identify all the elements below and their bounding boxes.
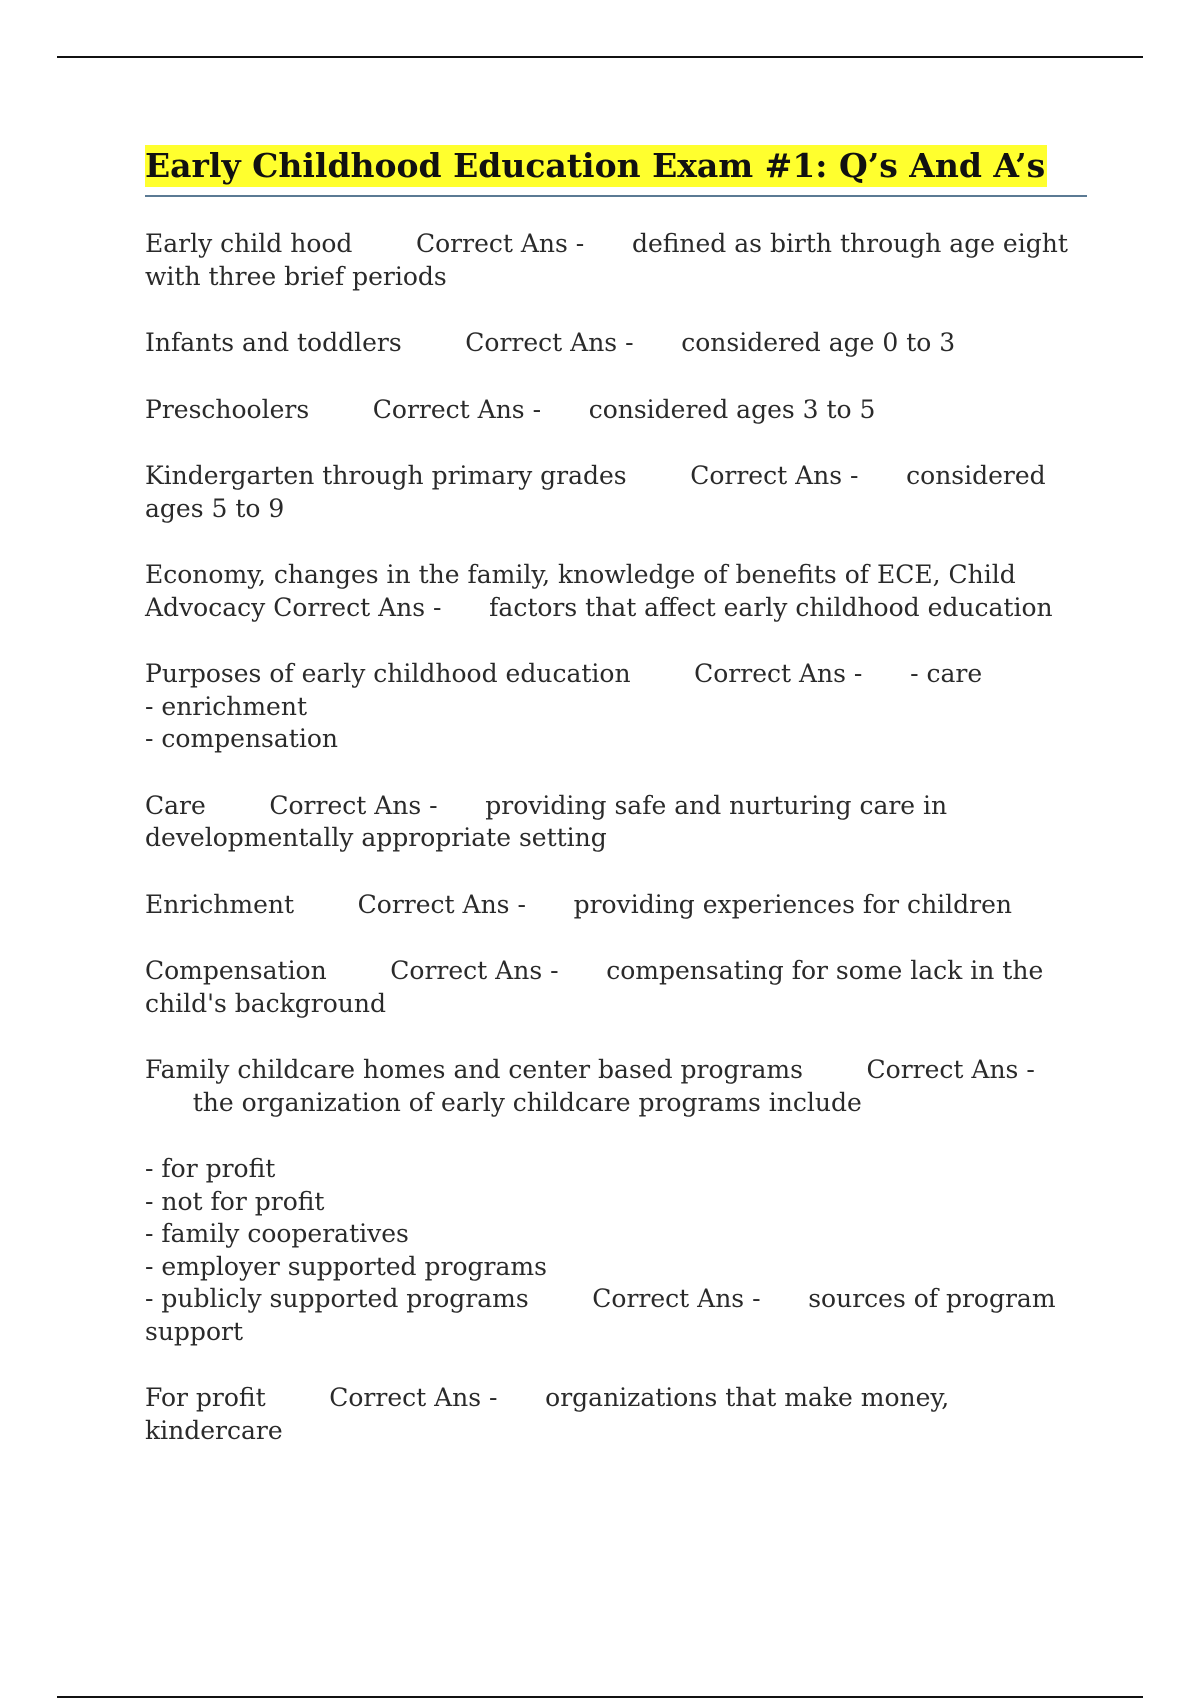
- question-text: - publicly supported programs: [145, 1284, 529, 1313]
- correct-ans-marker: Correct Ans -: [866, 1055, 1035, 1084]
- correct-ans-marker: Correct Ans -: [372, 394, 542, 424]
- qa-item: [145, 559, 1087, 624]
- qa-item: [145, 1054, 1087, 1119]
- qa-item: [145, 460, 1087, 525]
- page-title: Early Childhood Education Exam #1: Q’s And A’s: [145, 146, 1046, 185]
- answer-text: - care: [910, 659, 983, 688]
- answer-text: factors that affect early childhood education: [489, 592, 1053, 622]
- answer-text: - compensation: [145, 724, 338, 753]
- question-text: - employer supported programs: [145, 1251, 547, 1281]
- answer-text: - enrichment: [145, 691, 307, 721]
- qa-item: [145, 889, 1087, 922]
- answer-text: providing safe and nurturing care in developmentally appropriate setting: [145, 790, 948, 852]
- answer-text: considered ages 5 to 9: [145, 461, 1046, 523]
- question-text: Care: [145, 790, 206, 820]
- question-text: Economy, changes in the family, knowledge of benefits of ECE, Child Advocacy: [145, 560, 1016, 622]
- answer-text: defined as birth through age eight with three brief periods: [145, 229, 1068, 291]
- question-text: Compensation: [145, 956, 327, 985]
- answer-text: providing experiences for children: [573, 889, 1013, 919]
- question-text: Kindergarten through primary grades: [145, 461, 627, 490]
- correct-ans-marker: Correct Ans -: [694, 659, 863, 688]
- question-text: - family cooperatives: [145, 1219, 409, 1248]
- qa-item: [145, 394, 1087, 427]
- qa-item: [145, 790, 1087, 855]
- correct-ans-marker: Correct Ans -: [416, 229, 585, 258]
- qa-item: [145, 658, 1087, 756]
- question-text: Infants and toddlers: [145, 328, 402, 357]
- correct-ans-marker: Correct Ans -: [273, 592, 442, 622]
- header-rule: [57, 56, 1143, 58]
- correct-ans-marker: Correct Ans -: [592, 1284, 761, 1313]
- footer-rule: [57, 1696, 1143, 1698]
- correct-ans-marker: Correct Ans -: [269, 790, 438, 820]
- answer-text: considered age 0 to 3: [681, 328, 956, 357]
- correct-ans-marker: Correct Ans -: [329, 1383, 498, 1412]
- qa-item: [145, 1382, 1087, 1447]
- answer-text: compensating for some lack in the child's background: [145, 956, 1044, 1018]
- answer-text: organizations that make money, kindercare: [145, 1383, 950, 1445]
- question-text: Family childcare homes and center based programs: [145, 1055, 803, 1084]
- title-block: [145, 145, 1087, 197]
- qa-item: [145, 1153, 1087, 1348]
- question-text: - not for profit: [145, 1186, 325, 1216]
- question-text: For profit: [145, 1383, 266, 1412]
- qa-item: [145, 327, 1087, 360]
- correct-ans-marker: Correct Ans -: [465, 328, 634, 357]
- qa-item: [145, 228, 1087, 293]
- correct-ans-marker: Correct Ans -: [357, 889, 526, 919]
- correct-ans-marker: Correct Ans -: [690, 461, 859, 490]
- correct-ans-marker: Correct Ans -: [390, 956, 559, 985]
- question-text: Enrichment: [145, 889, 295, 919]
- question-text: Early child hood: [145, 229, 353, 258]
- question-text: - for profit: [145, 1154, 276, 1183]
- qa-item: [145, 955, 1087, 1020]
- answer-text: sources of program support: [145, 1284, 1056, 1346]
- qa-list: [145, 228, 1087, 1481]
- answer-text: considered ages 3 to 5: [588, 394, 876, 424]
- question-text: Preschoolers: [145, 394, 310, 424]
- question-text: Purposes of early childhood education: [145, 659, 631, 688]
- answer-text: the organization of early childcare programs include: [192, 1087, 862, 1117]
